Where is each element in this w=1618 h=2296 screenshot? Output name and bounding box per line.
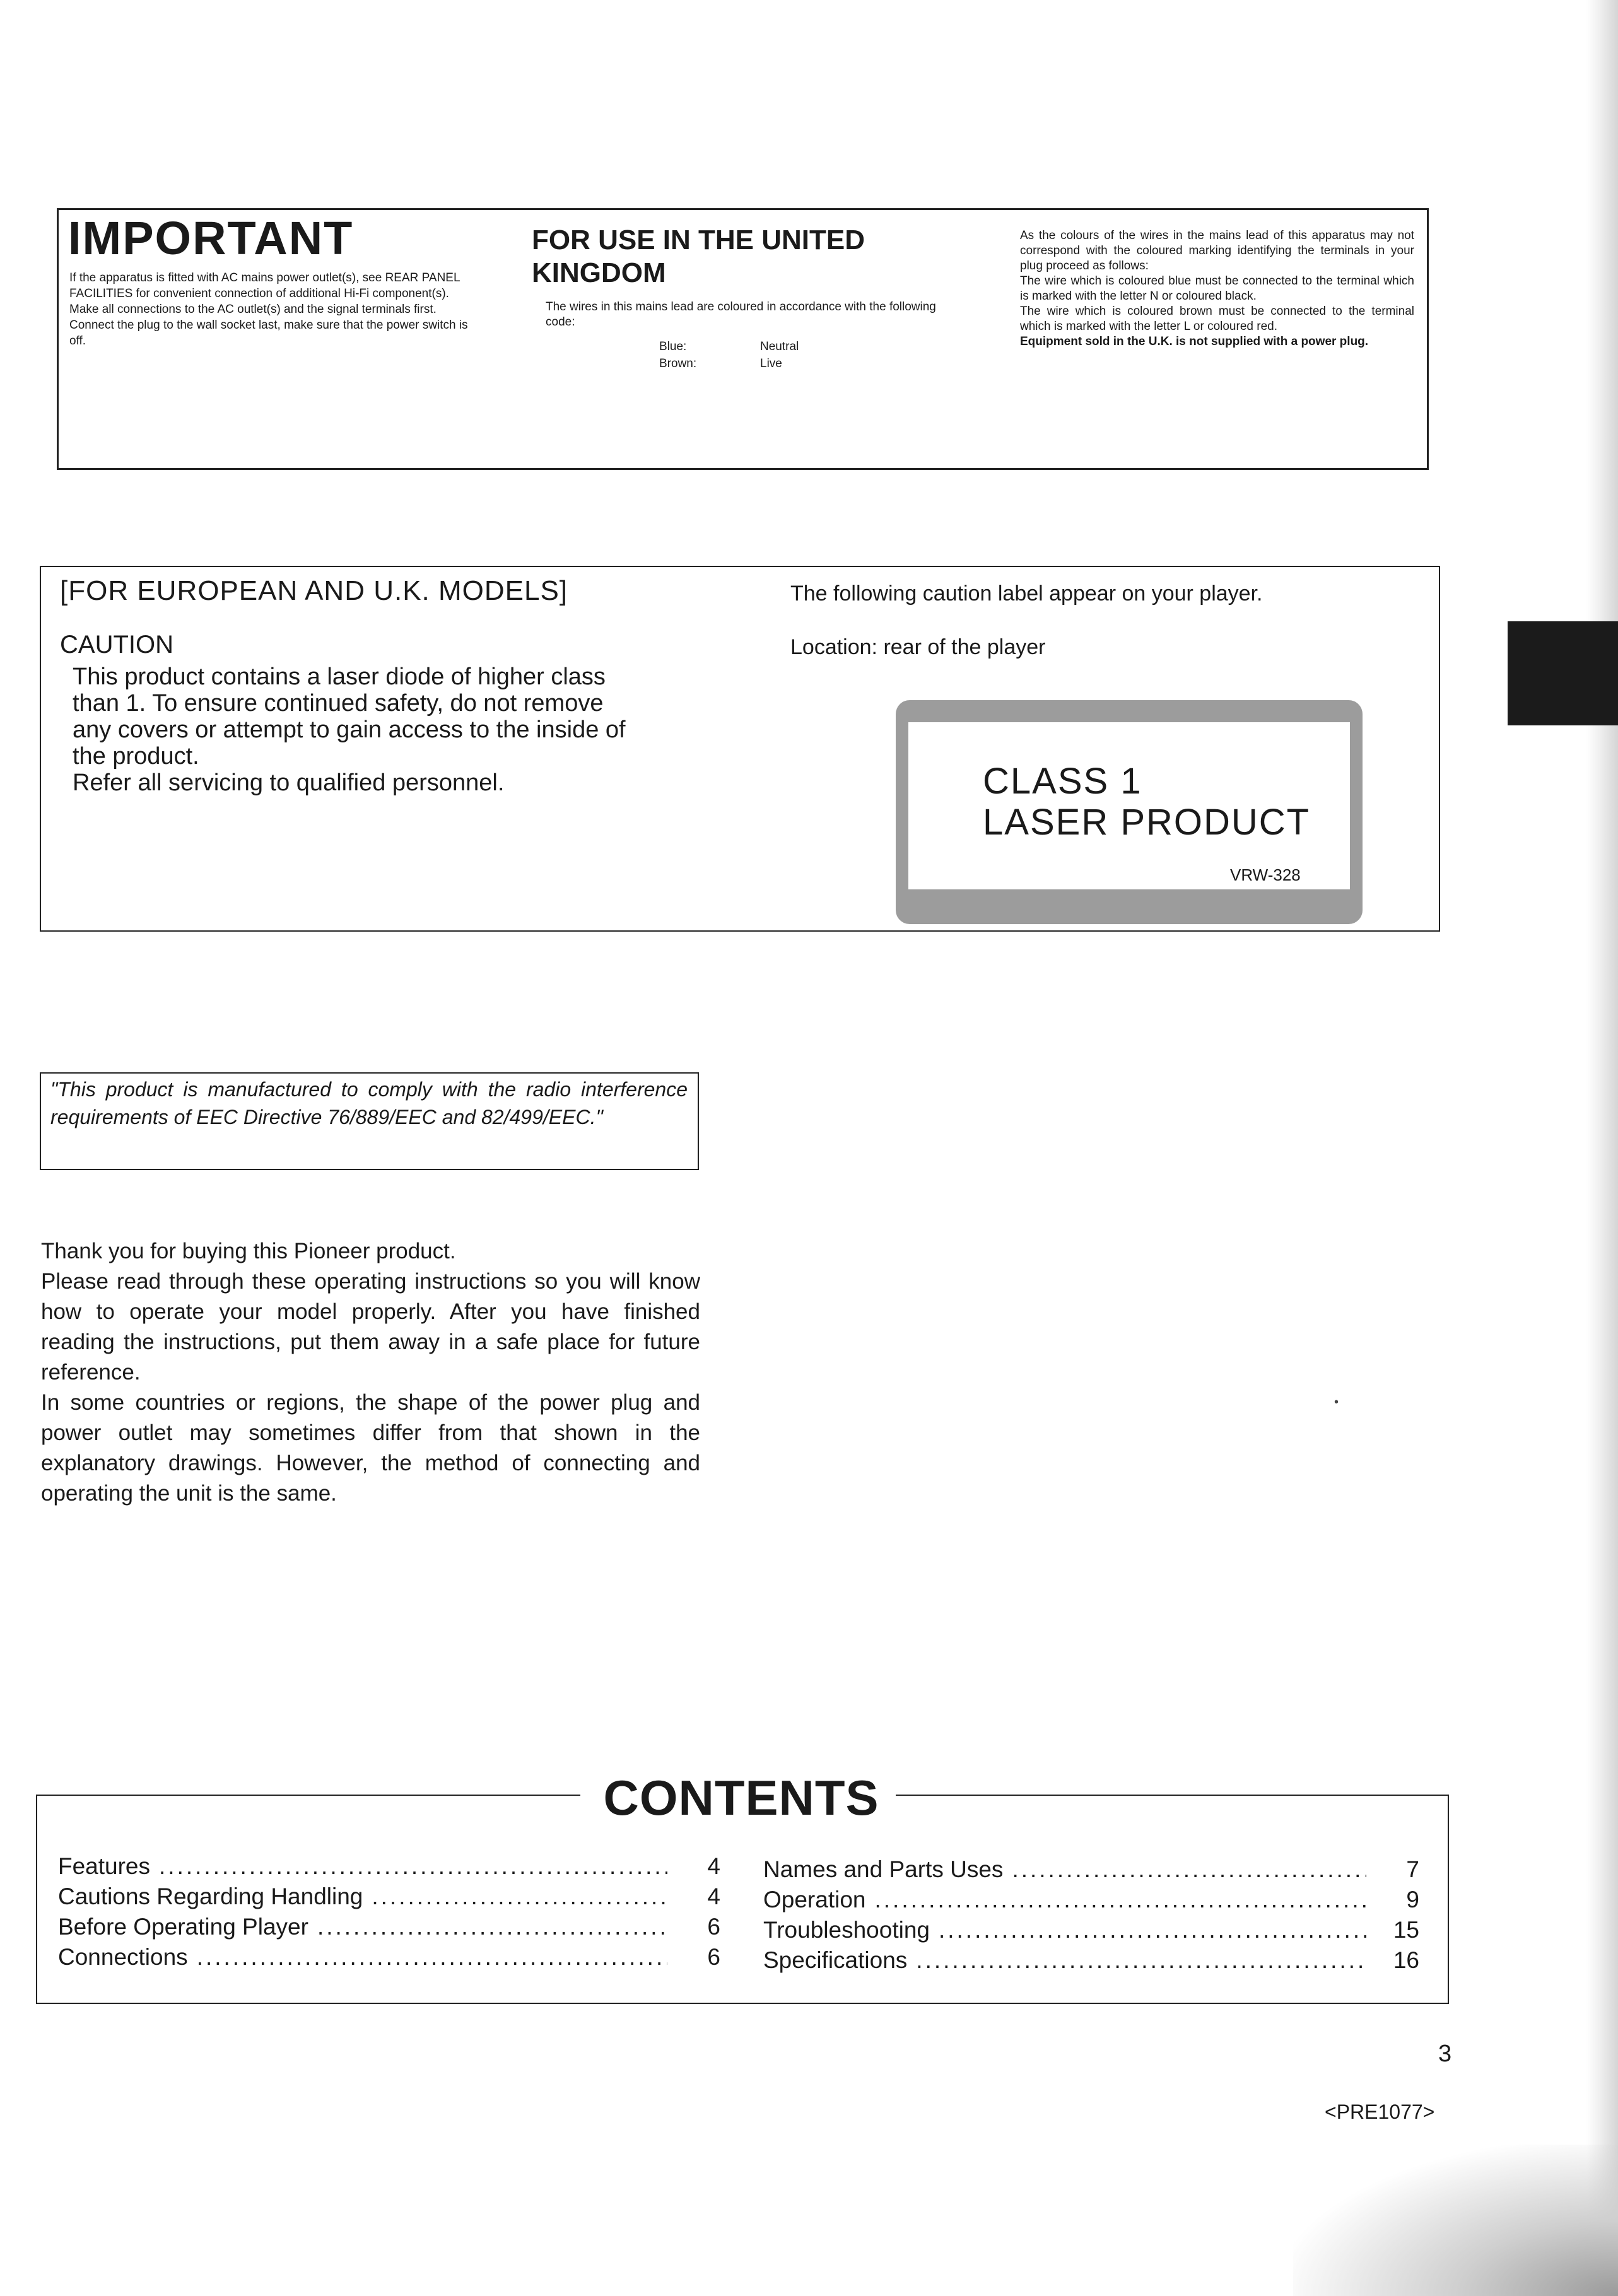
uk-wire-text: The wires in this mains lead are coloured in accordance with the following code: [546, 300, 936, 329]
toc-entry[interactable] [58, 1942, 720, 1972]
toc-page: 4 [707, 1883, 720, 1909]
important-text: If the apparatus is fitted with AC mains power outlet(s), see REAR PANEL FACILITIES for convenient connection of additional Hi-Fi component(s). Make all connections to the AC outlet(s) and the signal terminals first. Connect the plug to the wall socket last, make sure that the power switch is off. [69, 271, 468, 348]
wire-color: Blue: [659, 340, 687, 353]
contents-title: CONTENTS [603, 1770, 879, 1825]
caution-line: Refer all servicing to qualified personnel. [73, 770, 505, 796]
toc-page: 6 [707, 1914, 720, 1940]
toc-page: 16 [1393, 1947, 1419, 1973]
uk-wiring-instructions [1020, 228, 1414, 349]
intro-paragraph: Please read through these operating instructions so you will know how to operate your model properly. After you have finished reading the instructions, put them away in a safe place for future reference. [41, 1269, 700, 1385]
toc-label: Specifications [763, 1947, 908, 1973]
wire-meaning: Neutral [760, 340, 799, 353]
laser-class-text: CLASS 1 [983, 761, 1142, 802]
toc-entry[interactable] [763, 1854, 1419, 1885]
intro-paragraph: Thank you for buying this Pioneer product. [41, 1239, 456, 1263]
contents-right-column [763, 1854, 1419, 1976]
document-code: <PRE1077> [1325, 2100, 1435, 2123]
wire-meaning: Live [760, 357, 782, 370]
european-models-title: [FOR EUROPEAN AND U.K. MODELS] [60, 575, 568, 606]
caution-line: This product contains a laser diode of higher class [73, 664, 606, 690]
toc-leader [875, 1885, 1367, 1915]
toc-label: Names and Parts Uses [763, 1856, 1004, 1882]
toc-label: Connections [58, 1944, 188, 1970]
toc-entry[interactable] [763, 1885, 1419, 1915]
no-plug-notice: Equipment sold in the U.K. is not supplied with a power plug. [1020, 335, 1369, 348]
wiring-paragraph: As the colours of the wires in the mains lead of this apparatus may not correspond with the coloured marking identifying the terminals in your plug proceed as follows: [1020, 229, 1414, 272]
page-edge-shadow [1586, 0, 1618, 2296]
toc-entry[interactable] [763, 1915, 1419, 1945]
caution-line: the product. [73, 743, 199, 770]
page-number: 3 [1438, 2041, 1452, 2067]
toc-leader [939, 1915, 1366, 1945]
wiring-paragraph: The wire which is coloured blue must be connected to the terminal which is marked with the letter N or coloured black. [1020, 274, 1414, 303]
wiring-paragraph: The wire which is coloured brown must be connected to the terminal which is marked with the letter L or coloured red. [1020, 305, 1414, 333]
label-location: Location: rear of the player [790, 635, 1046, 659]
toc-label: Cautions Regarding Handling [58, 1883, 363, 1909]
toc-label: Troubleshooting [763, 1917, 930, 1943]
section-tab-marker [1508, 621, 1618, 725]
caution-heading: CAUTION [60, 631, 173, 659]
uk-wire-code [659, 338, 799, 372]
wire-code-row [659, 355, 799, 372]
label-intro: The following caution label appear on your player. [790, 582, 1263, 606]
toc-page: 7 [1406, 1856, 1419, 1882]
laser-product-text: LASER PRODUCT [983, 802, 1311, 843]
caution-text [73, 664, 703, 796]
toc-page: 4 [707, 1853, 720, 1879]
toc-label: Features [58, 1853, 151, 1879]
toc-label: Operation [763, 1887, 866, 1912]
corner-shadow [1293, 2145, 1618, 2296]
toc-label: Before Operating Player [58, 1914, 308, 1940]
wire-code-row [659, 338, 799, 355]
toc-page: 9 [1406, 1887, 1419, 1912]
toc-entry[interactable] [763, 1945, 1419, 1976]
toc-page: 6 [707, 1944, 720, 1970]
intro-text [41, 1236, 700, 1509]
toc-page: 15 [1393, 1917, 1419, 1943]
toc-leader [1012, 1854, 1366, 1885]
toc-entry[interactable] [58, 1912, 720, 1942]
toc-leader [916, 1945, 1366, 1976]
uk-title: FOR USE IN THE UNITED KINGDOM [532, 225, 865, 288]
wire-color: Brown: [659, 357, 697, 370]
toc-leader [197, 1942, 667, 1972]
important-title: IMPORTANT [68, 212, 354, 264]
stray-mark: • [1334, 1395, 1339, 1409]
toc-entry[interactable] [58, 1882, 720, 1912]
label-code: VRW-328 [1230, 865, 1301, 884]
toc-leader [159, 1851, 667, 1882]
intro-paragraph: In some countries or regions, the shape of the power plug and power outlet may sometimes differ from that shown in the explanatory drawings. However, the method of connecting and operating the unit is the same. [41, 1390, 700, 1506]
toc-leader [317, 1912, 667, 1942]
caution-line: than 1. To ensure continued safety, do not remove [73, 690, 604, 717]
contents-left-column [58, 1851, 720, 1972]
caution-line: any covers or attempt to gain access to the inside of [73, 717, 626, 743]
toc-leader [372, 1882, 667, 1912]
toc-entry[interactable] [58, 1851, 720, 1882]
eec-notice-text: "This product is manufactured to comply with the radio interference requirements of EEC Directive 76/889/EEC and 82/499/EEC." [50, 1078, 688, 1128]
